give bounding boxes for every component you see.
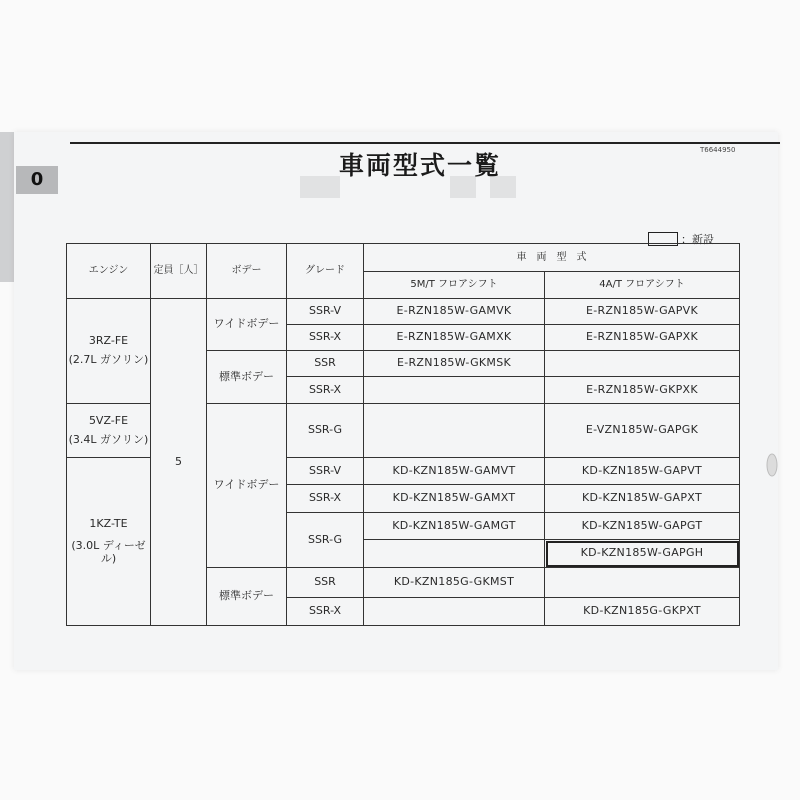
body-cell: ワイドボデー xyxy=(207,404,287,568)
body-cell: 標準ボデー xyxy=(207,568,287,626)
header-model-type: 車 両 型 式 xyxy=(364,244,740,272)
show-through-text xyxy=(300,172,520,202)
model-at-cell: KD-KZN185W-GAPVT xyxy=(545,458,740,485)
engine-cell xyxy=(67,299,151,404)
model-at-cell xyxy=(545,351,740,377)
model-mt-cell xyxy=(364,598,545,626)
model-at-cell: KD-KZN185W-GAPXT xyxy=(545,485,740,513)
grade-cell: SSR-V xyxy=(287,299,364,325)
engine-cell xyxy=(67,404,151,458)
model-at-cell-new: KD-KZN185W-GAPGH xyxy=(545,540,740,568)
model-at-cell xyxy=(545,568,740,598)
legend-label: ：新設 xyxy=(681,233,714,246)
model-mt-cell: E-RZN185W-GKMSK xyxy=(364,351,545,377)
show-through-shapes xyxy=(300,172,520,202)
model-mt-cell: KD-KZN185G-GKMST xyxy=(364,568,545,598)
grade-cell: SSR-X xyxy=(287,598,364,626)
model-at-cell: E-RZN185W-GAPXK xyxy=(545,325,740,351)
grade-cell: SSR-G xyxy=(287,404,364,458)
grade-cell: SSR xyxy=(287,568,364,598)
model-mt-cell: KD-KZN185W-GAMVT xyxy=(364,458,545,485)
header-body: ボデー xyxy=(207,244,287,299)
grade-cell: SSR-G xyxy=(287,513,364,568)
model-mt-cell: E-RZN185W-GAMVK xyxy=(364,299,545,325)
model-at-cell: E-RZN185W-GKPXK xyxy=(545,377,740,404)
grade-cell: SSR-V xyxy=(287,458,364,485)
header-capacity: 定員［人］ xyxy=(151,244,207,299)
engine-name: 5VZ-FE xyxy=(88,413,129,427)
model-mt-cell xyxy=(364,540,545,568)
model-at-cell: E-VZN185W-GAPGK xyxy=(545,404,740,458)
header-at: 4A/T フロアシフト xyxy=(545,272,740,299)
binder-edge xyxy=(0,132,15,282)
model-mt-cell: KD-KZN185W-GAMGT xyxy=(364,513,545,540)
model-at-cell: KD-KZN185W-GAPGT xyxy=(545,513,740,540)
page-title: 車両型式一覧 xyxy=(338,151,501,180)
engine-name: 3RZ-FE xyxy=(88,334,129,348)
header-grade: グレード xyxy=(287,244,364,299)
model-mt-cell: KD-KZN185W-GAMXT xyxy=(364,485,545,513)
grade-cell: SSR-X xyxy=(287,325,364,351)
document-code: T6644950 xyxy=(700,146,736,154)
capacity-cell: 5 xyxy=(151,299,207,626)
body-cell: 標準ボデー xyxy=(207,351,287,404)
header-mt: 5M/T フロアシフト xyxy=(364,272,545,299)
header-rule xyxy=(70,142,780,144)
body-cell: ワイドボデー xyxy=(207,299,287,351)
grade-cell: SSR-X xyxy=(287,377,364,404)
engine-desc: (2.7L ガソリン) xyxy=(68,353,149,366)
section-tab: 0 xyxy=(16,166,58,194)
grade-cell: SSR xyxy=(287,351,364,377)
model-at-cell: E-RZN185W-GAPVK xyxy=(545,299,740,325)
header-engine: エンジン xyxy=(67,244,151,299)
engine-desc: (3.0L ディーゼル) xyxy=(71,539,146,565)
vehicle-model-table xyxy=(66,243,740,626)
model-mt-cell xyxy=(364,404,545,458)
engine-name: 1KZ-TE xyxy=(89,516,128,530)
punch-hole xyxy=(766,452,778,478)
engine-desc: (3.4L ガソリン) xyxy=(68,432,149,446)
model-mt-cell xyxy=(364,377,545,404)
grade-cell: SSR-X xyxy=(287,485,364,513)
model-at-cell: KD-KZN185G-GKPXT xyxy=(545,598,740,626)
model-mt-cell: E-RZN185W-GAMXK xyxy=(364,325,545,351)
engine-cell xyxy=(67,458,151,626)
